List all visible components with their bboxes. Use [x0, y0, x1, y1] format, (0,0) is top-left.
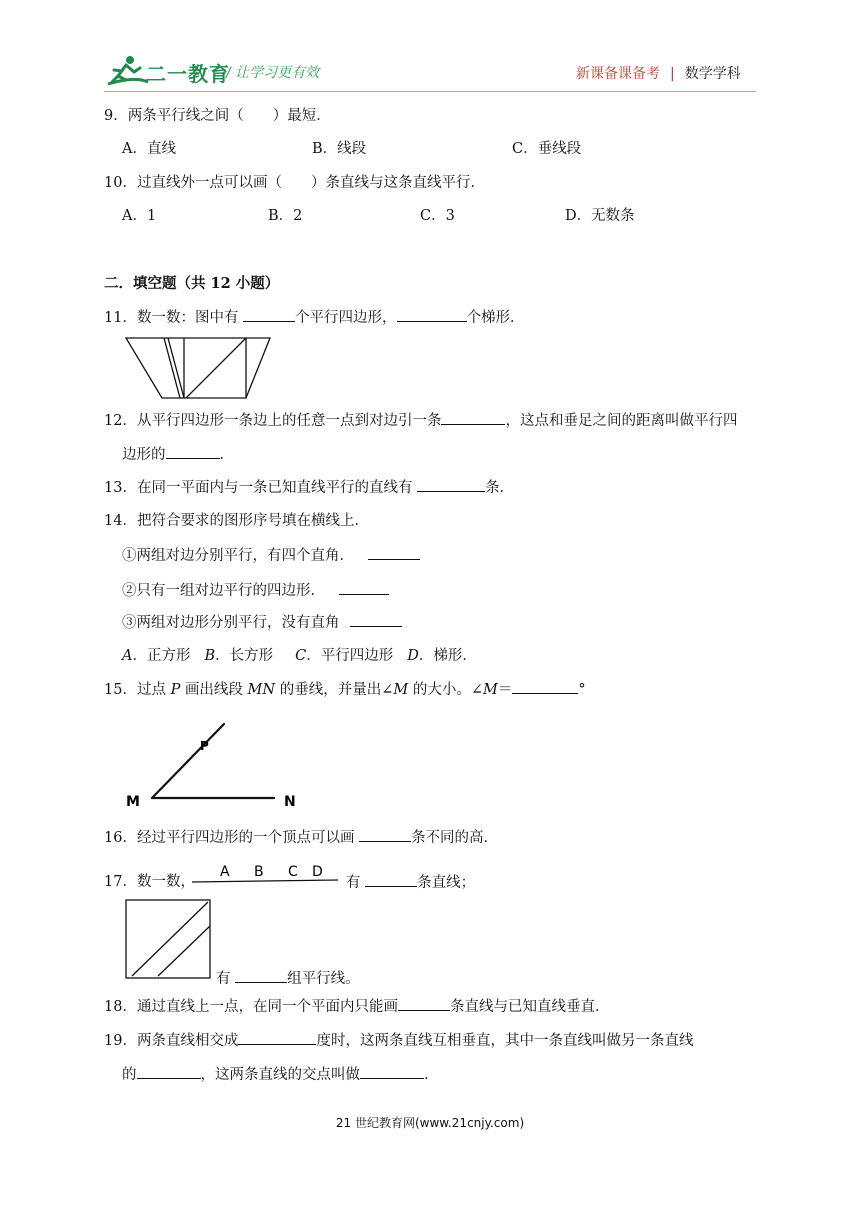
q18-text-b: 条直线与已知直线垂直． [449, 999, 610, 1015]
q19-blank-1[interactable] [238, 1030, 316, 1045]
question-19-cont [122, 1064, 439, 1085]
q15-point-p: P [170, 682, 181, 698]
q14-option-c-letter: C [295, 648, 307, 664]
trapezoid-figure [124, 336, 272, 400]
q12-blank-2[interactable] [166, 444, 220, 459]
q14-blank-2[interactable] [339, 580, 389, 595]
header-divider [104, 91, 756, 92]
question-13 [104, 477, 514, 498]
q14-option-c: ．平行四边形 [306, 648, 394, 664]
question-14: 14．把符合要求的图形序号填在横线上． [104, 513, 369, 529]
q12-text-d: ． [219, 447, 234, 463]
question-16 [104, 827, 498, 848]
q16-text-b: 条不同的高． [411, 830, 499, 846]
q19-blank-3[interactable] [360, 1064, 424, 1079]
header-course: 新课备课备考 [576, 66, 660, 82]
fig-point-a: A [220, 864, 230, 880]
question-12-cont [122, 444, 234, 465]
q15-text-e: ＝ [497, 682, 513, 698]
q14-s1: ①两组对边分别平行，有四个直角． [122, 548, 354, 564]
q14-option-d-letter: D [407, 648, 419, 664]
q14-s2: ②只有一组对边平行的四边形． [122, 583, 325, 599]
question-15 [104, 679, 586, 700]
fig-point-b: B [254, 864, 264, 880]
q14-option-b-letter: B [204, 648, 216, 664]
q16-blank[interactable] [359, 827, 411, 842]
q13-text-b: 条． [485, 480, 515, 496]
fig-point-d: D [312, 864, 323, 880]
q12-text-b: ，这点和垂足之间的距离叫做平行四 [505, 413, 738, 429]
q19-text-e: ． [424, 1067, 439, 1083]
question-9: 9．两条平行线之间（ ）最短． [104, 108, 331, 124]
q12-text-a: 12．从平行四边形一条边上的任意一点到对边引一条 [104, 413, 442, 429]
q17-text-e: 组平行线。 [287, 971, 360, 987]
q19-text-b: 度时，这两条直线互相垂直，其中一条直线叫做另一条直线 [316, 1033, 694, 1049]
question-11 [104, 307, 525, 328]
q11-text-b: 个平行四边形， [295, 310, 397, 326]
q10-option-d: D．无数条 [565, 208, 635, 224]
q14-item-2 [122, 580, 389, 601]
q17-text-b: 有 [346, 875, 366, 891]
question-17-parallel-count [216, 968, 360, 989]
q11-text-c: 个梯形． [466, 310, 525, 326]
fig-label-m: M [126, 794, 140, 810]
fig-label-p: P [200, 739, 209, 753]
q17-text-d: 有 [216, 971, 236, 987]
points-on-line-figure [190, 858, 340, 890]
page-footer: 21 世纪教育网(www.21cnjy.com) [335, 1116, 525, 1130]
q10-option-b: B．2 [268, 208, 303, 224]
q17-text-c: 条直线； [417, 875, 476, 891]
question-18 [104, 996, 609, 1017]
question-17-line-count [346, 872, 475, 893]
q15-degree: ° [578, 682, 586, 698]
q11-text-a: 11．数一数：图中有 [104, 310, 244, 326]
q19-blank-2[interactable] [137, 1064, 201, 1079]
q15-blank[interactable] [512, 679, 578, 694]
page-header [0, 0, 860, 100]
q19-text-d: ，这两条直线的交点叫做 [200, 1067, 360, 1083]
header-separator: | [670, 66, 675, 82]
q14-option-a-letter: A [122, 648, 133, 664]
q19-text-c: 的 [122, 1067, 137, 1083]
q14-option-b: ．长方形 [215, 648, 274, 664]
q17-blank-1[interactable] [365, 872, 417, 887]
header-right [576, 63, 741, 83]
q12-text-c: 边形的 [122, 447, 166, 463]
logo-text: 二一教育 [146, 62, 230, 86]
question-17: 17．数一数， [104, 874, 195, 890]
q15-text-a: 15．过点 [104, 682, 171, 698]
q19-text-a: 19．两条直线相交成 [104, 1033, 239, 1049]
angle-mn-figure [124, 714, 304, 810]
q13-blank[interactable] [417, 477, 485, 492]
q11-blank-2[interactable] [397, 307, 467, 322]
fig-label-n: N [284, 794, 296, 810]
question-12 [104, 410, 737, 431]
q14-option-a: ．正方形 [132, 648, 191, 664]
q9-option-b: B．线段 [312, 141, 367, 157]
question-19 [104, 1030, 693, 1051]
q15-text-c: 的垂线，并量出∠ [275, 682, 394, 698]
q17-blank-2[interactable] [235, 968, 287, 983]
header-subject: 数学学科 [684, 66, 741, 82]
q13-text-a: 13．在同一平面内与一条已知直线平行的直线有 [104, 480, 418, 496]
q15-angle-m-1: M [393, 682, 409, 698]
q14-option-d: ．梯形． [418, 648, 477, 664]
section-title: 二．填空题（共 12 小题） [104, 275, 280, 292]
q14-options [122, 646, 477, 666]
q10-option-c: C．3 [420, 208, 455, 224]
square-figure [124, 898, 214, 980]
q15-text-b: 画出线段 [180, 682, 248, 698]
header-slogan: / 让学习更有效 [226, 65, 320, 81]
q14-item-3 [122, 612, 402, 633]
fig-point-c: C [288, 864, 298, 880]
q9-option-a: A．直线 [122, 141, 176, 157]
q9-option-c: C．垂线段 [512, 141, 582, 157]
q15-text-d: 的大小。∠ [408, 682, 483, 698]
q11-blank-1[interactable] [243, 307, 295, 322]
q14-blank-3[interactable] [350, 612, 402, 627]
question-10: 10．过直线外一点可以画（ ）条直线与这条直线平行． [104, 175, 485, 191]
q16-text-a: 16．经过平行四边形的一个顶点可以画 [104, 830, 360, 846]
q10-option-a: A．1 [122, 208, 157, 224]
q15-angle-m-2: M [482, 682, 498, 698]
q18-text-a: 18．通过直线上一点，在同一个平面内只能画 [104, 999, 398, 1015]
q14-item-1 [122, 545, 420, 566]
q18-blank[interactable] [398, 996, 450, 1011]
q15-segment-mn: MN [247, 682, 276, 698]
q14-s3: ③两组对边形分别平行，没有直角 [122, 615, 340, 631]
q14-blank-1[interactable] [368, 545, 420, 560]
q12-blank-1[interactable] [441, 410, 505, 425]
